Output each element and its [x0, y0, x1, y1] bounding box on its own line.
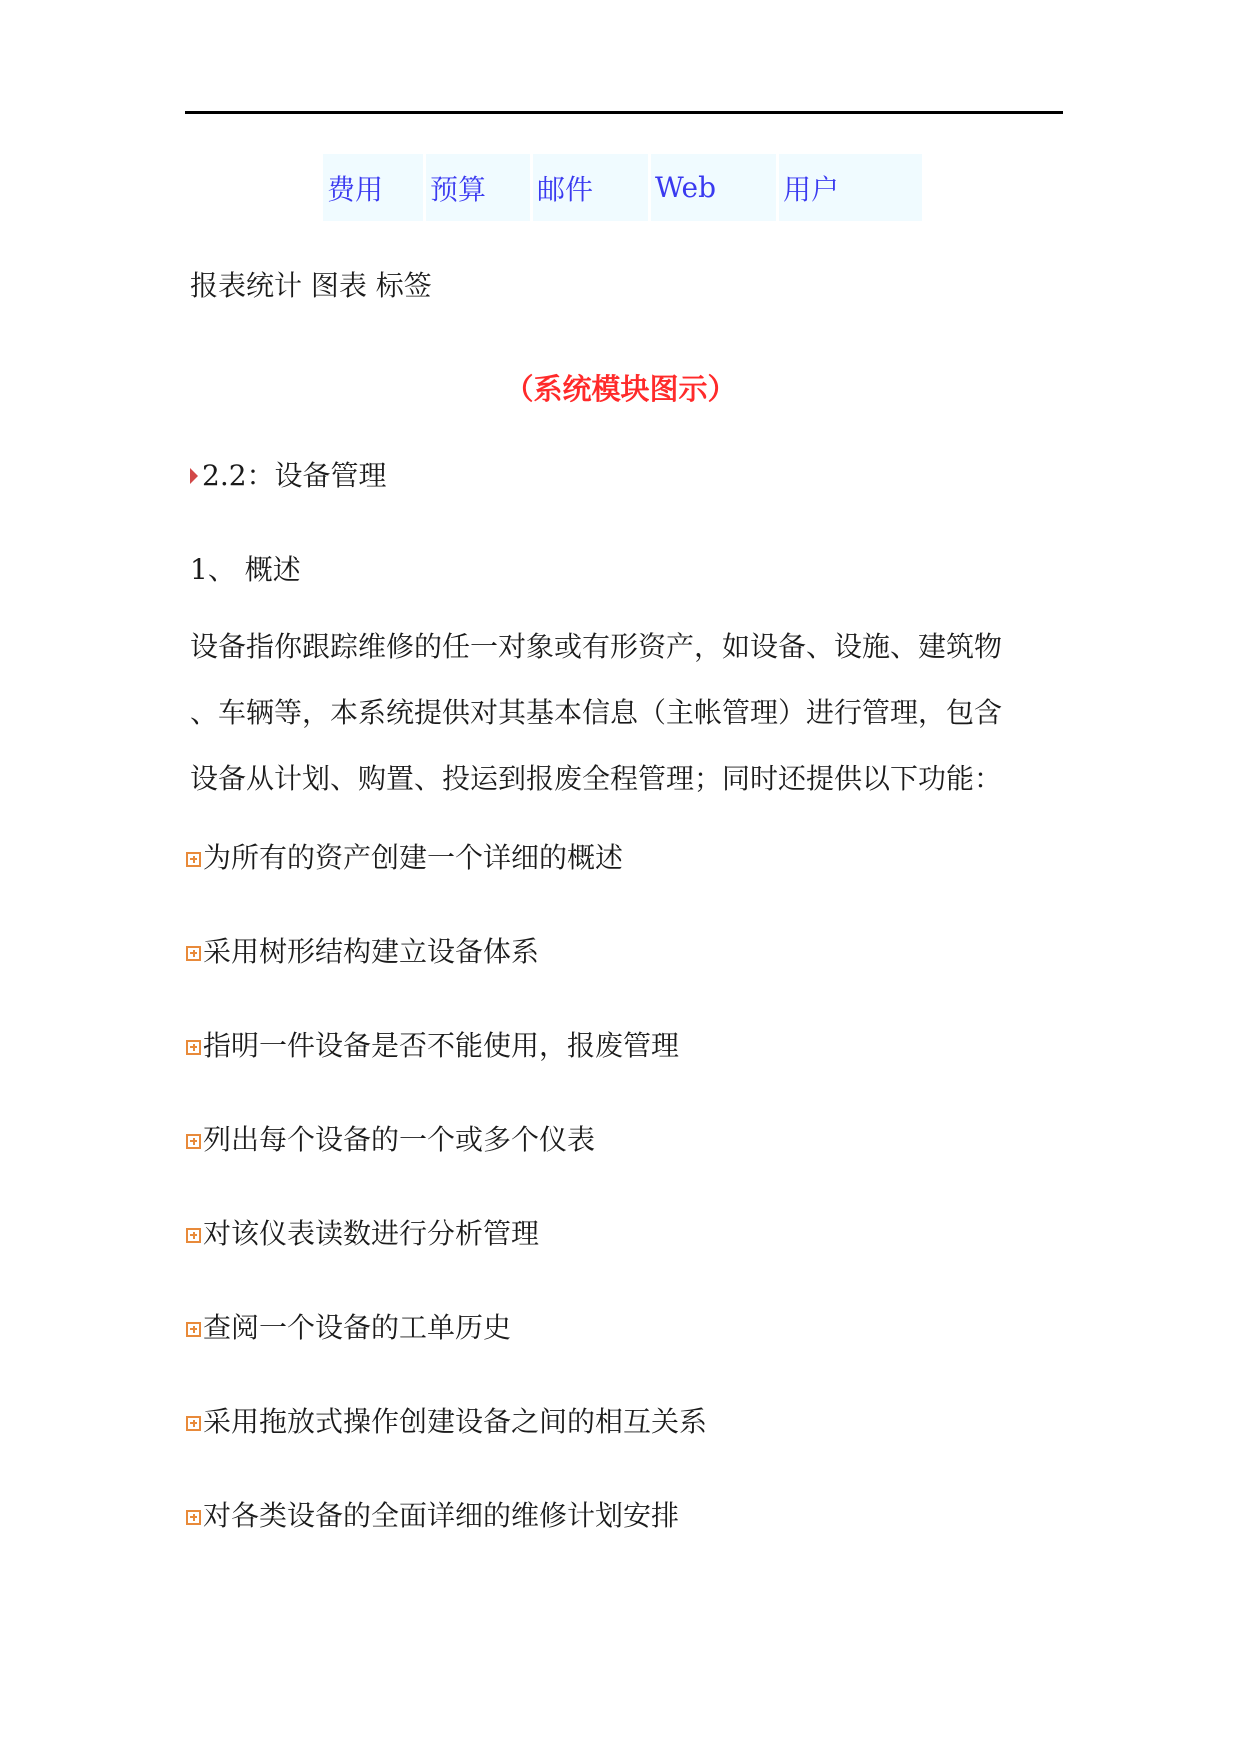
feature-text: 为所有的资产创建一个详细的概述 [203, 841, 624, 874]
feature-item [186, 836, 623, 876]
plus-box-icon [186, 1134, 201, 1149]
feature-item [186, 1212, 539, 1252]
report-line: 报表统计 图表 标签 [190, 269, 432, 302]
nav-item-user[interactable]: 用户 [779, 154, 922, 221]
nav-item-expense[interactable]: 费用 [323, 154, 423, 221]
section-heading [190, 459, 387, 492]
feature-text: 采用树形结构建立设备体系 [203, 935, 540, 968]
nav-item-web[interactable]: Web [651, 154, 776, 221]
feature-text: 指明一件设备是否不能使用，报废管理 [203, 1029, 680, 1062]
module-nav [323, 154, 922, 221]
feature-text: 采用拖放式操作创建设备之间的相互关系 [203, 1405, 708, 1438]
feature-item [186, 1306, 511, 1346]
overview-paragraph [190, 614, 1070, 812]
feature-text: 对该仪表读数进行分析管理 [203, 1217, 540, 1250]
figure-caption: （系统模块图示） [504, 372, 737, 406]
feature-item [186, 1400, 707, 1440]
feature-item [186, 1494, 679, 1534]
feature-item [186, 1024, 679, 1064]
plus-box-icon [186, 852, 201, 867]
paragraph-line: 、车辆等，本系统提供对其基本信息（主帐管理）进行管理，包含 [190, 696, 1003, 729]
triangle-right-icon [190, 468, 198, 484]
plus-box-icon [186, 946, 201, 961]
paragraph-line: 设备从计划、购置、投运到报废全程管理；同时还提供以下功能： [190, 762, 1003, 795]
plus-box-icon [186, 1228, 201, 1243]
feature-text: 列出每个设备的一个或多个仪表 [203, 1123, 596, 1156]
overview-title: 1、 概述 [190, 553, 301, 586]
nav-item-budget[interactable]: 预算 [426, 154, 530, 221]
paragraph-line: 设备指你跟踪维修的任一对象或有形资产，如设备、设施、建筑物 [190, 630, 1003, 663]
feature-item [186, 1118, 595, 1158]
section-heading-text: 2.2：设备管理 [202, 459, 387, 492]
feature-item [186, 930, 539, 970]
plus-box-icon [186, 1040, 201, 1055]
nav-item-mail[interactable]: 邮件 [533, 154, 648, 221]
header-rule [185, 111, 1063, 114]
plus-box-icon [186, 1322, 201, 1337]
feature-text: 对各类设备的全面详细的维修计划安排 [203, 1499, 680, 1532]
plus-box-icon [186, 1416, 201, 1431]
plus-box-icon [186, 1510, 201, 1525]
feature-text: 查阅一个设备的工单历史 [203, 1311, 512, 1344]
